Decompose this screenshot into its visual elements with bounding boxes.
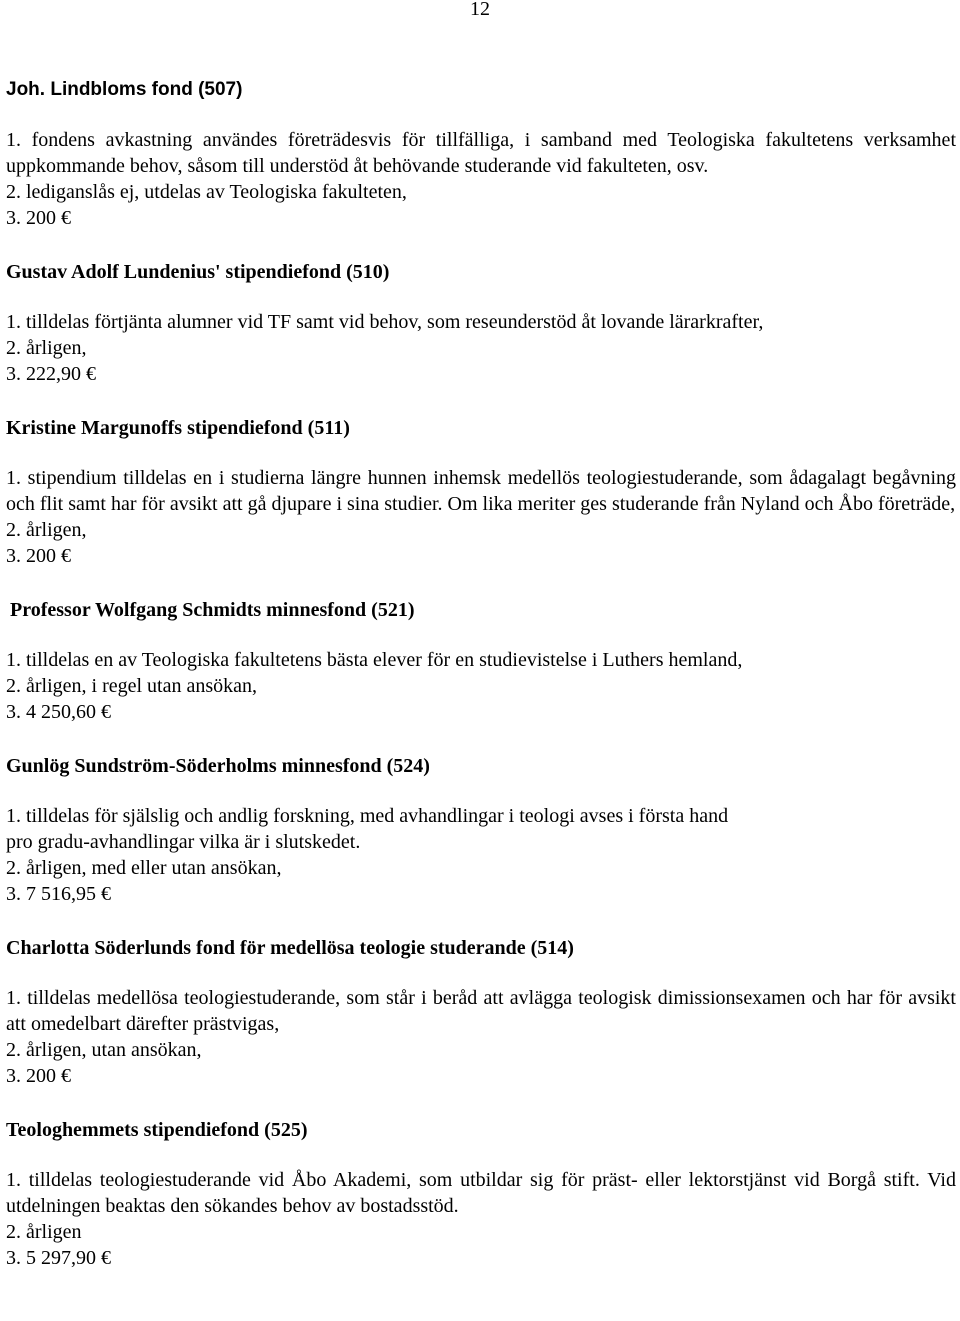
fund-section-sundstrom-soderholm	[6, 751, 956, 907]
section-line: 2. lediganslås ej, utdelas av Teologiska fakulteten,	[6, 181, 407, 203]
fund-section-soderlund	[6, 933, 956, 1089]
fund-section-lindblom	[6, 75, 956, 231]
section-line: 3. 7 516,95 €	[6, 883, 111, 905]
section-title: Gunlög Sundström-Söderholms minnesfond (524)	[6, 755, 430, 777]
section-title: Professor Wolfgang Schmidts minnesfond (521)	[10, 599, 415, 621]
section-line: 1. tilldelas teologiestuderande vid Åbo Akademi, som utbildar sig för präst- eller lektorstjänst vid Borgå stift. Vid utdelningen beaktas den sökandes behov av bostadsstöd.	[6, 1169, 956, 1217]
section-line: 1. fondens avkastning användes företrädesvis för tillfälliga, i samband med Teologiska fakultetens verksamhet uppkommande behov, såsom till understöd åt behövande studerande vid fakulteten, osv.	[6, 129, 956, 177]
section-line: 2. årligen,	[6, 337, 87, 359]
section-line: 2. årligen	[6, 1221, 82, 1243]
section-title: Gustav Adolf Lundenius' stipendiefond (510)	[6, 261, 390, 283]
section-line: 3. 200 €	[6, 1065, 71, 1087]
section-title: Kristine Margunoffs stipendiefond (511)	[6, 417, 350, 439]
document-body	[6, 75, 956, 1297]
fund-section-schmidt	[6, 595, 956, 725]
section-line: 1. tilldelas medellösa teologiestuderande, som står i beråd att avlägga teologisk dimissionsexamen och har för avsikt att omedelbart därefter prästvigas,	[6, 987, 956, 1035]
page-number: 12	[470, 0, 490, 20]
fund-section-margunoff	[6, 413, 956, 569]
section-title: Teologhemmets stipendiefond (525)	[6, 1119, 308, 1141]
section-title: Joh. Lindbloms fond (507)	[6, 79, 243, 100]
section-line: 3. 4 250,60 €	[6, 701, 111, 723]
fund-section-lundenius	[6, 257, 956, 387]
section-line: 1. tilldelas för själslig och andlig forskning, med avhandlingar i teologi avses i första hand	[6, 805, 729, 827]
section-line: 2. årligen, i regel utan ansökan,	[6, 675, 258, 697]
fund-section-teologhemmet	[6, 1115, 956, 1271]
section-line: 3. 5 297,90 €	[6, 1247, 111, 1269]
section-line: pro gradu-avhandlingar vilka är i slutskedet.	[6, 831, 361, 853]
section-line: 2. årligen, med eller utan ansökan,	[6, 857, 282, 879]
section-line: 3. 200 €	[6, 545, 71, 567]
section-line: 3. 200 €	[6, 207, 71, 229]
section-line: 1. tilldelas förtjänta alumner vid TF samt vid behov, som reseunderstöd åt lovande lärarkrafter,	[6, 311, 764, 333]
section-line: 3. 222,90 €	[6, 363, 96, 385]
section-line: 1. tilldelas en av Teologiska fakultetens bästa elever för en studievistelse i Luthers hemland,	[6, 649, 743, 671]
section-line: 2. årligen,	[6, 519, 87, 541]
section-line: 2. årligen, utan ansökan,	[6, 1039, 202, 1061]
section-line: 1. stipendium tilldelas en i studierna längre hunnen inhemsk medellös teologiestuderande, som ådagalagt begåvning och flit samt har för avsikt att gå djupare i sina studier. Om lika meriter ges studerande från Nyland och Åbo företräde,	[6, 467, 956, 515]
section-title: Charlotta Söderlunds fond för medellösa teologie studerande (514)	[6, 937, 574, 959]
